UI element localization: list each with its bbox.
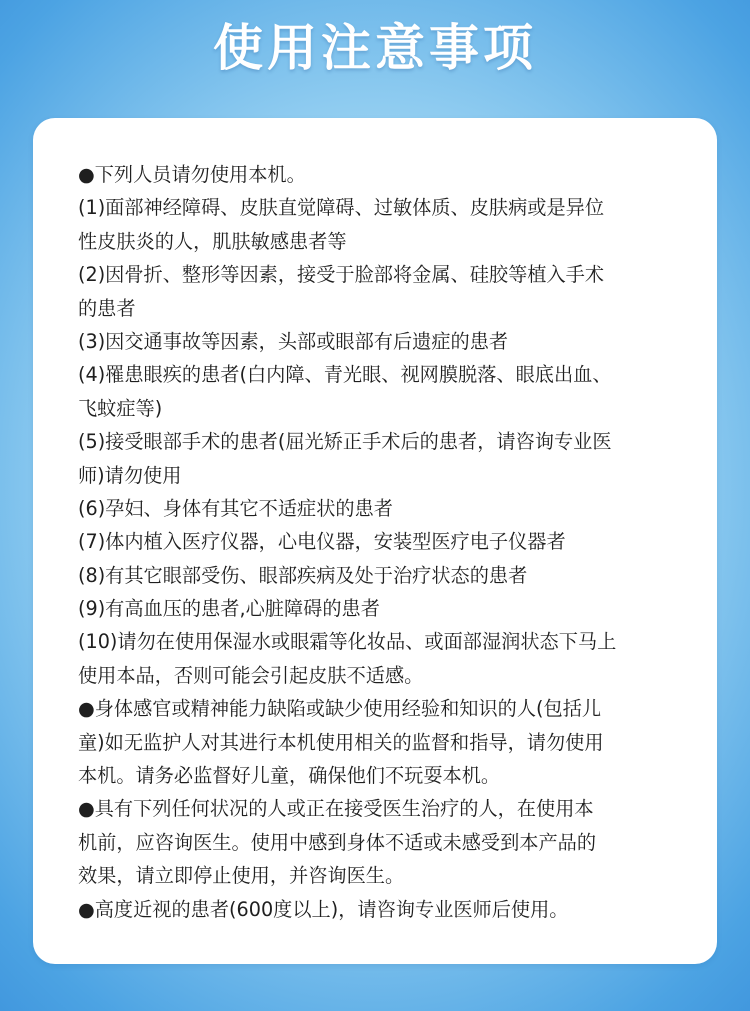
notice-line: 性皮肤炎的人，肌肤敏感患者等 — [78, 229, 347, 253]
notice-line: (1)面部神经障碍、皮肤直觉障碍、过敏体质、皮肤病或是异位 — [78, 196, 605, 220]
notice-line: (7)体内植入医疗仪器，心电仪器，安装型医疗电子仪器者 — [78, 530, 566, 554]
notice-line: 童)如无监护人对其进行本机使用相关的监督和指导，请勿使用 — [78, 730, 604, 754]
notice-line: (3)因交通事故等因素，头部或眼部有后遗症的患者 — [78, 329, 509, 353]
notice-line: (5)接受眼部手术的患者(屈光矫正手术后的患者，请咨询专业医 — [78, 430, 612, 454]
notice-line: ●高度近视的患者(600度以上)，请咨询专业医师后使用。 — [78, 897, 569, 921]
notice-line: (2)因骨折、整形等因素，接受于脸部将金属、硅胶等植入手术 — [78, 263, 605, 287]
notice-line: 的患者 — [78, 296, 136, 320]
notice-card — [33, 118, 717, 964]
notice-line: ●具有下列任何状况的人或正在接受医生治疗的人，在使用本 — [78, 797, 594, 821]
notice-line: (8)有其它眼部受伤、眼部疾病及处于治疗状态的患者 — [78, 563, 528, 587]
notice-line: ●下列人员请勿使用本机。 — [78, 163, 306, 186]
page-title: 使用注意事项 — [213, 19, 537, 77]
notice-line: 使用本品，否则可能会引起皮肤不适感。 — [78, 663, 424, 687]
notice-line: 机前，应咨询医生。使用中感到身体不适或未感受到本产品的 — [78, 830, 597, 854]
notice-line: (9)有高血压的患者,心脏障碍的患者 — [78, 597, 380, 621]
notice-line: 效果，请立即停止使用，并咨询医生。 — [78, 864, 405, 888]
notice-line: 本机。请务必监督好儿童，确保他们不玩耍本机。 — [78, 764, 501, 788]
notice-line: 师)请勿使用 — [78, 463, 182, 487]
notice-line: (6)孕妇、身体有其它不适症状的患者 — [78, 496, 393, 520]
notice-line: (10)请勿在使用保湿水或眼霜等化妆品、或面部湿润状态下马上 — [78, 630, 617, 654]
notice-line: (4)罹患眼疾的患者(白内障、青光眼、视网膜脱落、眼底出血、 — [78, 363, 612, 387]
notice-line: 飞蚊症等) — [78, 396, 163, 420]
notice-line: ●身体感官或精神能力缺陷或缺少使用经验和知识的人(包括儿 — [78, 697, 602, 721]
